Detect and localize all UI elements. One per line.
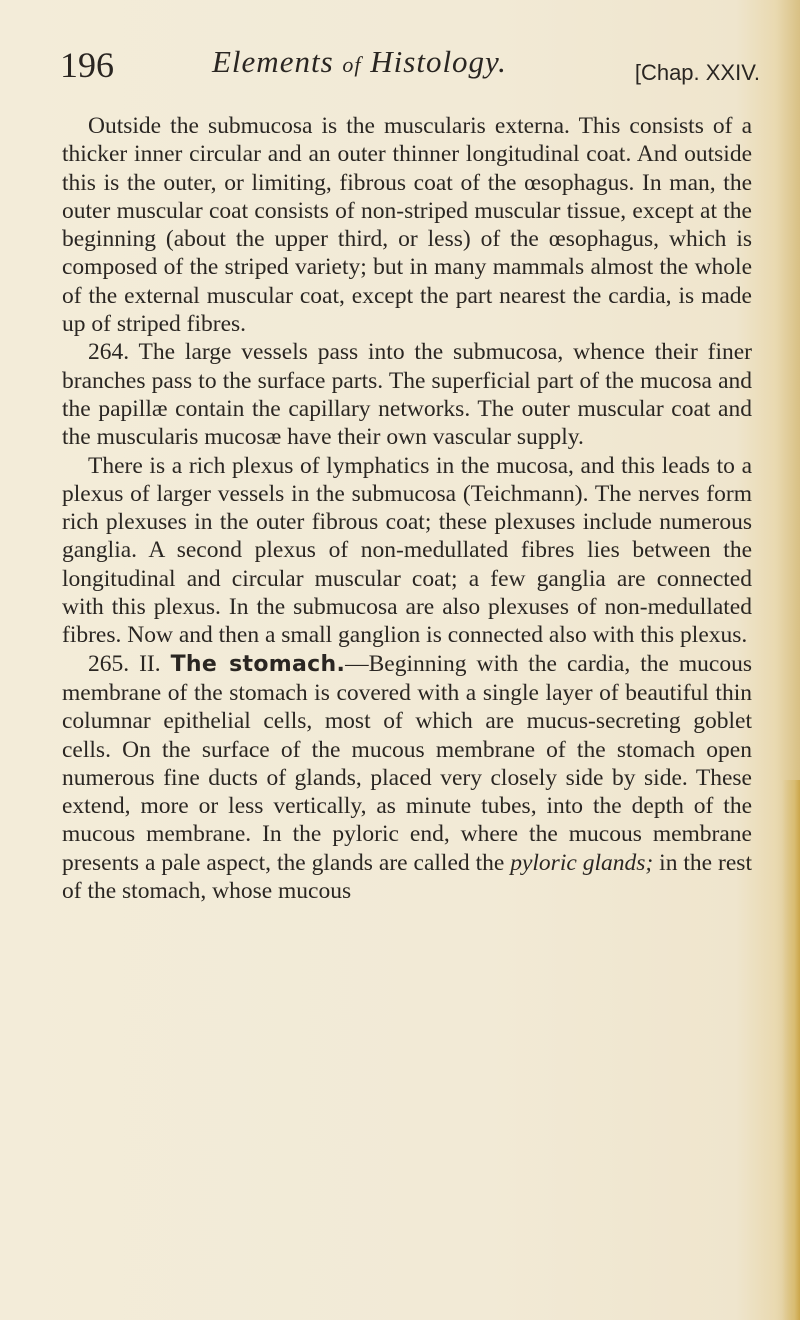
section-number: 265. II. xyxy=(88,650,171,677)
running-header xyxy=(60,40,760,100)
chapter-reference: [Chap. XXIV. xyxy=(634,60,760,85)
stomach-text-end: in the rest of the stomach, whose mucous xyxy=(62,849,752,905)
running-title xyxy=(212,44,507,80)
running-title-of: of xyxy=(342,52,362,77)
paragraph-vessels: 264. The large vessels pass into the submucosa, whence their finer branches pass to the surface parts. The superficial part of the mucosa and the papillæ contain the capillary networks. The outer muscular coat and the muscularis mucosæ have their own vascular supply. xyxy=(62,339,752,451)
body-text xyxy=(62,112,752,905)
running-title-part1: Elements xyxy=(212,44,334,79)
running-title-part2: Histology. xyxy=(370,44,507,79)
paragraph-muscularis: Outside the submucosa is the muscularis externa. This consists of a thicker inner circular and an outer thinner longitudinal coat. And outside this is the outer, or limiting, fibrous coat of the œsophagus. In man, the outer muscular coat consists of non-striped muscular tissue, except at the beginning (about the upper third, or less) of the œsophagus, which is composed of the striped variety; but in many mammals almost the whole of the external muscular coat, except the part nearest the cardia, is made up of striped fibres. xyxy=(62,113,752,338)
paragraph-lymphatics-nerves: There is a rich plexus of lymphatics in the mucosa, and this leads to a plexus of larger vessels in the submucosa (Teichmann). The nerves form rich plexuses in the outer fibrous coat; these plexuses include numerous ganglia. A second plexus of non-medullated fibres lies between the longitudinal and circular muscular coat; a few ganglia are connected with this plexus. In the submucosa are also plexuses of non-medullated fibres. Now and then a small ganglion is connected also with this plexus. xyxy=(62,452,752,649)
paragraph-stomach xyxy=(62,650,752,906)
page-edge-stain xyxy=(782,780,800,1320)
section-heading: The stomach. xyxy=(170,651,346,677)
pyloric-glands-term: pyloric glands; xyxy=(510,849,654,876)
stomach-text: —Beginning with the cardia, the mucous membrane of the stomach is covered with a single layer of beautiful thin columnar epithelial cells, most of which are mucus-secreting goblet cells. On the surface of the mucous membrane of the stomach open numerous fine ducts of glands, placed very closely side by side. These extend, more or less vertically, as minute tubes, into the depth of the mucous membrane. In the pyloric end, where the mucous membrane presents a pale aspect, the glands are called the xyxy=(62,650,752,876)
page-number: 196 xyxy=(60,45,114,85)
